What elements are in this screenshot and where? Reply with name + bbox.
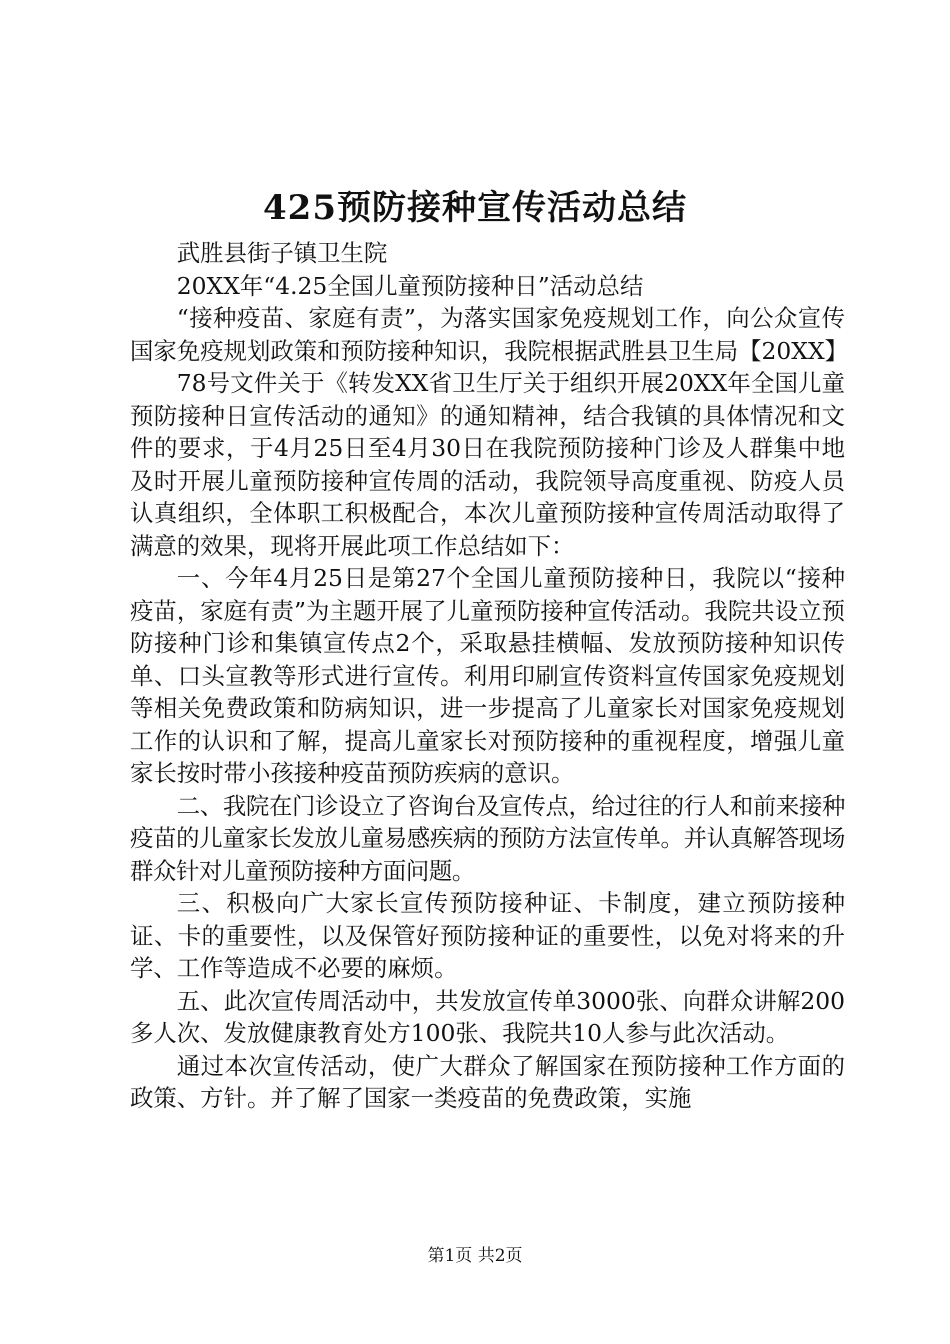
paragraph-notice: 78号文件关于《转发XX省卫生厅关于组织开展20XX年全国儿童预防接种日宣传活动的通知》的通知精神，结合我镇的具体情况和文件的要求，于4月25日至4月30日在我院预防接种门诊及人群集中地及时开展儿童预防接种宣传周的活动，我院领导高度重视、防疫人员认真组织，全体职工积极配合，本次儿童预防接种宣传周活动取得了满意的效果，现将开展此项工作总结如下： bbox=[130, 369, 845, 560]
document-body bbox=[130, 237, 849, 1115]
paragraph-subtitle: 20XX年“4.25全国儿童预防接种日”活动总结 bbox=[176, 271, 644, 300]
paragraph-section-one: 一、今年4月25日是第27个全国儿童预防接种日，我院以“接种疫苗，家庭有责”为主题开展了儿童预防接种宣传活动。我院共设立预防接种门诊和集镇宣传点2个，采取悬挂横幅、发放预防接种知识传单、口头宣教等形式进行宣传。利用印刷宣传资料宣传国家免疫规划等相关免费政策和防病知识，进一步提高了儿童家长对国家免疫规划工作的认识和了解，提高儿童家长对预防接种的重视程度，增强儿童家长按时带小孩接种疫苗预防疾病的意识。 bbox=[130, 564, 845, 787]
paragraph-conclusion: 通过本次宣传活动，使广大群众了解国家在预防接种工作方面的政策、方针。并了解了国家一类疫苗的免费政策，实施 bbox=[130, 1051, 845, 1112]
page-footer: 第1页 共2页 bbox=[427, 1246, 523, 1266]
paragraph-section-five: 五、此次宣传周活动中，共发放宣传单3000张、向群众讲解200多人次、发放健康教育处方100张、我院共10人参与此次活动。 bbox=[130, 986, 845, 1047]
paragraph-section-three: 三、积极向广大家长宣传预防接种证、卡制度，建立预防接种证、卡的重要性，以及保管好预防接种证的重要性，以免对将来的升学、工作等造成不必要的麻烦。 bbox=[130, 889, 845, 982]
document-title: 425预防接种宣传活动总结 bbox=[263, 188, 687, 228]
paragraph-section-two: 二、我院在门诊设立了咨询台及宣传点，给过往的行人和前来接种疫苗的儿童家长发放儿童易感疾病的预防方法宣传单。并认真解答现场群众针对儿童预防接种方面问题。 bbox=[130, 791, 845, 885]
paragraph-organization: 武胜县街子镇卫生院 bbox=[176, 239, 388, 267]
paragraph-intro: “接种疫苗、家庭有责”，为落实国家免疫规划工作，向公众宣传国家免疫规划政策和预防接种知识，我院根据武胜县卫生局【20XX】 bbox=[130, 304, 849, 365]
